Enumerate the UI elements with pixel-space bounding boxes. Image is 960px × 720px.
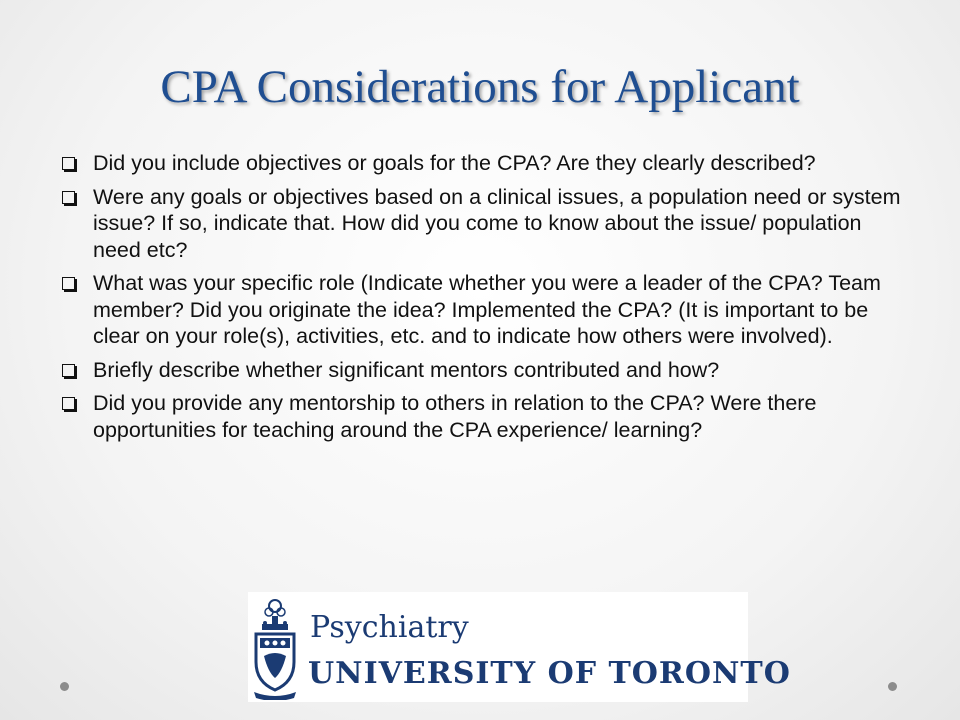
logo-department-text: Psychiatry — [310, 610, 469, 645]
bullet-text: Did you include objectives or goals for the CPA? Are they clearly described? — [93, 151, 816, 175]
bullet-text: Did you provide any mentorship to others in relation to the CPA? Were there opportunities for teaching around the CPA experience/ learning? — [93, 391, 817, 442]
decor-dot-right — [888, 682, 897, 691]
bullet-text: Briefly describe whether significant mentors contributed and how? — [93, 357, 720, 382]
bullet-list — [60, 150, 905, 450]
checkbox-bullet-icon — [62, 157, 75, 170]
crest-icon — [252, 596, 298, 700]
bullet-item — [60, 270, 905, 350]
checkbox-bullet-icon — [62, 364, 75, 377]
checkbox-bullet-icon — [62, 397, 75, 410]
university-logo — [248, 592, 791, 702]
checkbox-bullet-icon — [62, 277, 75, 290]
bullet-item — [60, 390, 905, 443]
slide-title: CPA Considerations for Applicant — [160, 61, 800, 113]
checkbox-bullet-icon — [62, 191, 75, 204]
decor-dot-left — [60, 682, 69, 691]
logo-university-text: UNIVERSITY OF TORONTO — [308, 656, 791, 691]
bullet-text: Were any goals or objectives based on a clinical issues, a population need or system issue? If so, indicate that. How did you come to know about the issue/ population need etc? — [93, 184, 901, 262]
bullet-item — [60, 184, 905, 264]
bullet-text: What was your specific role (Indicate whether you were a leader of the CPA? Team member? Did you originate the idea? Implemented the CPA? (It is important to be clear on your role(s), activities, etc. and to indicate how others were involved). — [93, 271, 881, 348]
bullet-item — [60, 150, 905, 177]
bullet-item — [60, 357, 905, 384]
